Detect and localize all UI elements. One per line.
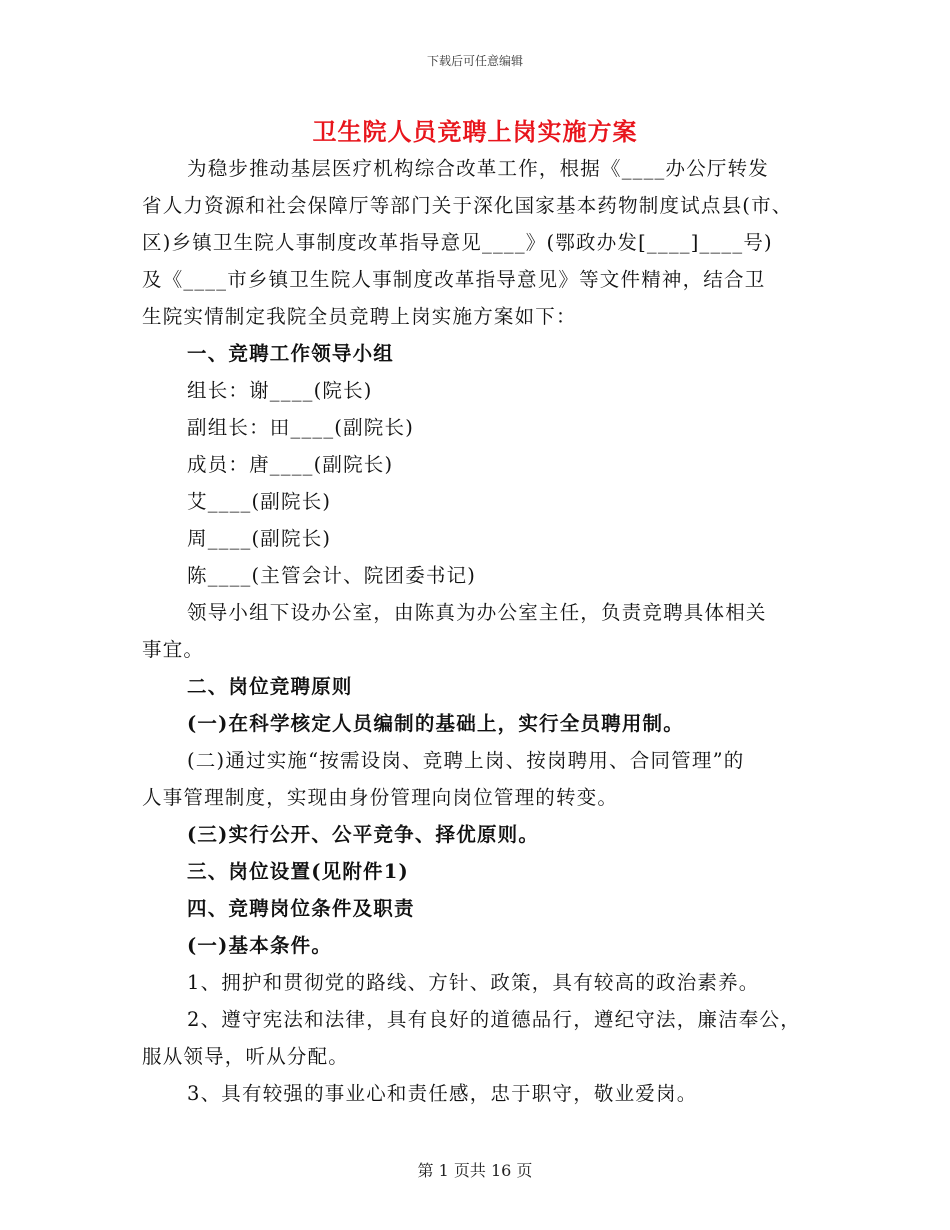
page-header: 下载后可任意编辑	[426, 54, 523, 68]
condition-1: 1、拥护和贯彻党的路线、方针、政策，具有较高的政治素养。	[187, 971, 760, 994]
member-leader: 组长：谢____(院长)	[187, 379, 373, 402]
office-line-1: 领导小组下设办公室，由陈真为办公室主任，负责竞聘具体相关	[187, 601, 767, 624]
document-title: 卫生院人员竞聘上岗实施方案	[312, 117, 638, 146]
section-1-heading: 一、竞聘工作领导小组	[187, 342, 395, 365]
document-body	[142, 150, 812, 1112]
intro-line-3: 区)乡镇卫生院人事制度改革指导意见____》(鄂政办发[____]____号)	[142, 231, 773, 254]
principle-1: (一)在科学核定人员编制的基础上，实行全员聘用制。	[187, 712, 684, 735]
principle-2-line-1: (二)通过实施“按需设岗、竞聘上岗、按岗聘用、合同管理”的	[187, 749, 745, 772]
member-2: 艾____(副院长)	[187, 490, 332, 513]
condition-2-line-2: 服从领导，听从分配。	[142, 1045, 350, 1068]
principle-3: (三)实行公开、公平竞争、择优原则。	[187, 823, 540, 846]
basic-conditions-heading: (一)基本条件。	[187, 934, 333, 957]
page-footer: 第 1 页共 16 页	[417, 1161, 533, 1180]
condition-2-line-1: 2、遵守宪法和法律，具有良好的道德品行，遵纪守法，廉洁奉公，	[187, 1008, 801, 1031]
intro-line-5: 生院实情制定我院全员竞聘上岗实施方案如下：	[142, 305, 577, 328]
intro-line-4: 及《____市乡镇卫生院人事制度改革指导意见》等文件精神，结合卫	[142, 268, 766, 291]
section-2-heading: 二、岗位竞聘原则	[187, 675, 353, 698]
member-3: 周____(副院长)	[187, 527, 332, 550]
member-deputy-leader: 副组长：田____(副院长)	[187, 416, 415, 439]
section-4-heading: 四、竞聘岗位条件及职责	[187, 897, 415, 920]
condition-3: 3、具有较强的事业心和责任感，忠于职守，敬业爱岗。	[187, 1082, 698, 1105]
section-3-heading: 三、岗位设置(见附件1)	[187, 860, 409, 883]
member-1: 成员：唐____(副院长)	[187, 453, 394, 476]
intro-line-2: 省人力资源和社会保障厅等部门关于深化国家基本药物制度试点县(市、	[142, 194, 793, 217]
office-line-2: 事宜。	[142, 638, 205, 661]
principle-2-line-2: 人事管理制度，实现由身份管理向岗位管理的转变。	[142, 786, 619, 809]
member-4: 陈____(主管会计、院团委书记)	[187, 564, 477, 587]
intro-line-1: 为稳步推动基层医疗机构综合改革工作，根据《____办公厅转发	[187, 157, 770, 180]
